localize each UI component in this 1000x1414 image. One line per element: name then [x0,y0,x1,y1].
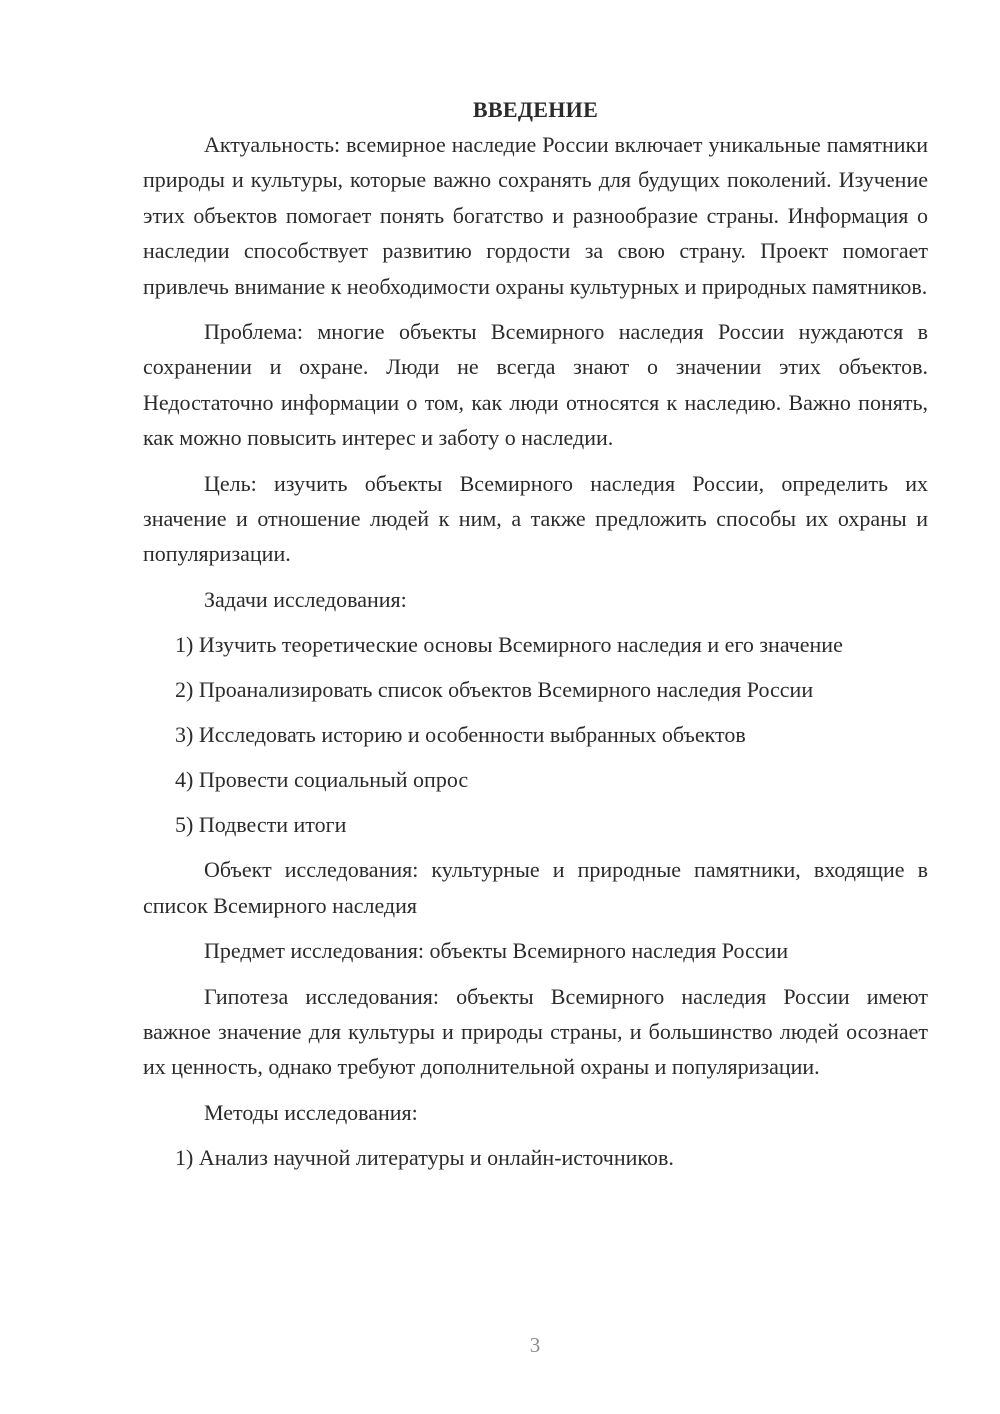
task-item: 2) Проанализировать список объектов Всемирного наследия России [175,677,814,703]
hypothesis-paragraph: Гипотеза исследования: объекты Всемирного наследия России имеют важное значение для культуры и природы страны, и большинство людей осознает их ценность, однако требуют дополнительной охраны и популяризации. [143,983,928,1080]
subject-paragraph: Предмет исследования: объекты Всемирного наследия России [204,938,789,964]
method-item: 1) Анализ научной литературы и онлайн-источников. [175,1145,674,1171]
task-item: 5) Подвести итоги [175,812,347,838]
document-page [143,92,928,1185]
page-number: 3 [529,1333,541,1357]
task-item: 4) Провести социальный опрос [175,767,469,793]
relevance-paragraph: Актуальность: всемирное наследие России включает уникальные памятники природы и культуры, которые важно сохранять для будущих поколений. Изучение этих объектов помогает понять богатство и разнообразие страны. Информация о наследии способствует развитию гордости за свою страну. Проект помогает привлечь внимание к необходимости охраны культурных и природных памятников. [143,132,928,299]
task-item: 3) Исследовать историю и особенности выбранных объектов [175,722,746,748]
object-paragraph: Объект исследования: культурные и природные памятники, входящие в список Всемирного наследия [143,857,928,918]
task-item: 1) Изучить теоретические основы Всемирного наследия и его значение [175,632,843,658]
methods-heading: Методы исследования: [204,1099,418,1125]
goal-paragraph: Цель: изучить объекты Всемирного наследия России, определить их значение и отношение людей к ним, а также предложить способы их охраны и популяризации. [143,470,928,567]
page-title: ВВЕДЕНИЕ [472,97,599,122]
tasks-heading: Задачи исследования: [204,586,407,612]
problem-paragraph: Проблема: многие объекты Всемирного наследия России нуждаются в сохранении и охране. Люди не всегда знают о значении этих объектов. Недостаточно информации о том, как люди относятся к наследию. Важно понять, как можно повысить интерес и заботу о наследии. [143,319,928,451]
